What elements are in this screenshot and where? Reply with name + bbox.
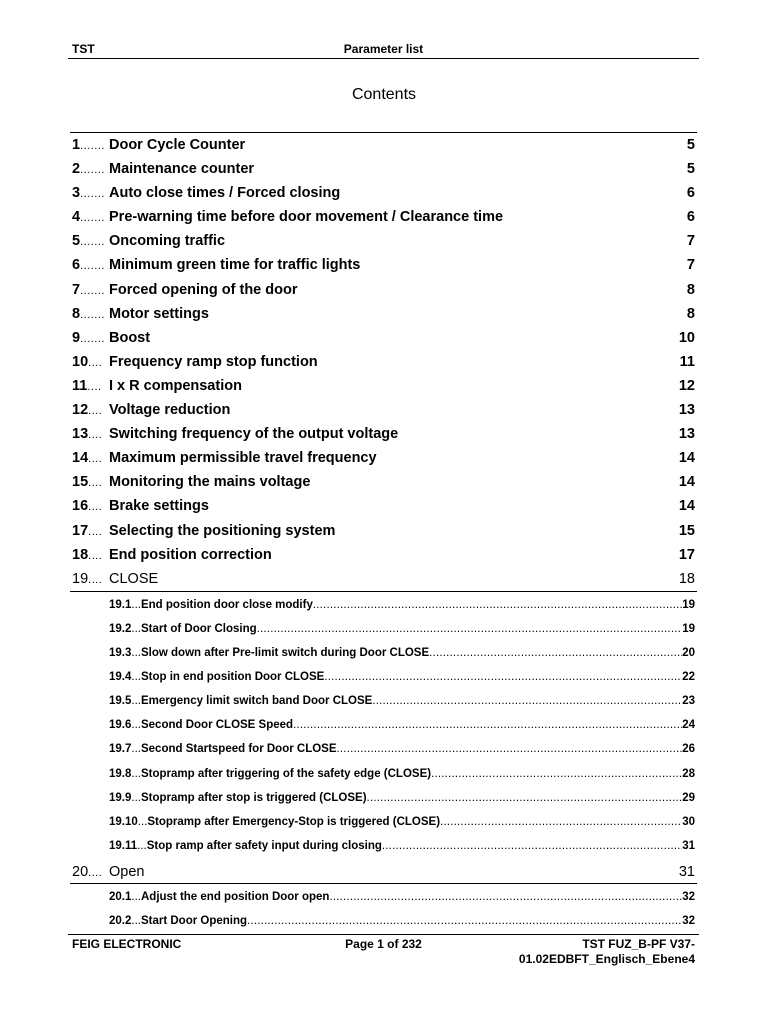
toc-entry-number: 11 <box>72 377 88 394</box>
toc-subentry-dots: ... <box>131 622 141 635</box>
toc-entry-number-group <box>72 422 102 447</box>
toc-subentry-leader <box>257 617 683 641</box>
toc-entry-number: 10 <box>72 353 89 370</box>
toc-entry[interactable] <box>72 157 695 181</box>
toc-entry-dots: .... <box>88 405 103 418</box>
toc-entry-number: 4 <box>72 209 81 226</box>
toc-subentry-page: 20 <box>682 647 695 660</box>
toc-subentry-number: 19.4 <box>109 671 132 684</box>
toc-entry-number-group <box>72 278 105 303</box>
toc-section-20 <box>72 860 695 884</box>
toc-entry[interactable] <box>72 253 695 277</box>
toc-subentry[interactable] <box>109 909 695 933</box>
toc-entry-title: Voltage reduction <box>109 402 231 419</box>
toc-subentry-number: 20.2 <box>109 915 132 928</box>
toc-entry-page: 5 <box>686 161 695 178</box>
toc-entry-dots: .... <box>88 453 103 466</box>
toc-subentry-number: 19.2 <box>109 622 132 635</box>
footer-doc-line-1: TST FUZ_B-PF V37- <box>582 937 695 951</box>
footer-company: FEIG ELECTRONIC <box>72 937 182 951</box>
toc-entry-page: 18 <box>678 570 695 587</box>
toc-entry-title: Forced opening of the door <box>109 281 298 298</box>
toc-entry-number: 16 <box>72 498 89 515</box>
toc-subentry-dots: ... <box>131 695 141 708</box>
toc-subentry-leader <box>429 641 682 665</box>
toc-entry-number-group <box>72 519 102 544</box>
toc-subentry[interactable] <box>109 641 695 665</box>
toc-subentry-page: 29 <box>682 791 695 804</box>
toc-entry-number: 15 <box>72 474 89 491</box>
toc-entry-page: 8 <box>686 305 695 322</box>
toc-entry-title: Open <box>109 864 145 880</box>
toc-entry-number-group <box>72 374 102 399</box>
toc-entry-page: 15 <box>678 522 695 539</box>
toc-entry-dots: .... <box>88 429 103 442</box>
toc-entry-page: 31 <box>678 864 695 880</box>
toc-subentry-title: Second Startspeed for Door CLOSE <box>140 743 337 756</box>
toc-subentry-title: Stop in end position Door CLOSE <box>140 671 325 684</box>
toc-subentry-title: End position door close modify <box>140 598 313 611</box>
toc-entry[interactable] <box>72 543 695 567</box>
toc-entry[interactable] <box>72 374 695 398</box>
toc-entry-title: Maintenance counter <box>109 161 255 178</box>
toc-subentry[interactable] <box>109 834 695 858</box>
toc-entry-number: 19 <box>72 570 89 587</box>
toc-entry[interactable] <box>72 181 695 205</box>
toc-entry-number: 1 <box>72 137 81 153</box>
toc-subentry-number: 19.11 <box>109 839 138 852</box>
toc-entry-dots: .... <box>87 380 102 393</box>
toc-subentry-leader <box>337 737 683 761</box>
toc-entry[interactable] <box>72 470 695 494</box>
toc-subentry-page: 32 <box>682 915 695 928</box>
toc-subentry-number: 19.8 <box>109 767 132 780</box>
toc-entry-dots: ....... <box>80 164 105 177</box>
toc-entry-number: 2 <box>72 161 81 178</box>
toc-subentry-dots: ... <box>131 915 141 928</box>
toc-entry-title: Auto close times / Forced closing <box>109 185 341 202</box>
toc-entry-number-group <box>72 205 105 230</box>
toc-entry-dots: ....... <box>80 260 105 273</box>
toc-subentry[interactable] <box>109 737 695 761</box>
toc-entry-number: 5 <box>72 233 81 250</box>
toc-subentry-page: 31 <box>682 839 695 852</box>
toc-entry-title: Door Cycle Counter <box>109 137 246 153</box>
toc-entry-title: Minimum green time for traffic lights <box>109 257 361 274</box>
toc-entry[interactable] <box>72 133 695 157</box>
toc-entry-title: Oncoming traffic <box>109 233 226 250</box>
toc-entry-title: Pre-warning time before door movement / Clearance time <box>109 209 504 226</box>
toc-subentry-leader <box>382 834 682 858</box>
toc-subentry-page: 28 <box>682 767 695 780</box>
toc-subentry-title: Start Door Opening <box>140 915 248 928</box>
toc-entry-page: 12 <box>678 377 695 394</box>
toc-subentry-number: 19.3 <box>109 647 132 660</box>
toc-entry[interactable] <box>72 302 695 326</box>
toc-entry-page: 5 <box>686 137 695 153</box>
toc-subentry-page: 23 <box>682 695 695 708</box>
toc-entry-title: CLOSE <box>109 570 159 587</box>
toc-entry-number: 8 <box>72 305 81 322</box>
toc-entry-title: Monitoring the mains voltage <box>109 474 311 491</box>
toc-subentry-dots: ... <box>131 891 141 903</box>
toc-subentry-title: Stopramp after stop is triggered (CLOSE) <box>140 791 367 804</box>
toc-entry-number-group <box>72 350 102 375</box>
toc-subentry[interactable] <box>109 689 695 713</box>
toc-subentry-page: 24 <box>682 719 695 732</box>
toc-entry-number-group <box>72 253 105 278</box>
toc-entry-title: Motor settings <box>109 305 209 322</box>
toc-subentry-title: Emergency limit switch band Door CLOSE <box>140 695 373 708</box>
toc-entry-page: 17 <box>678 546 695 563</box>
toc-entry-dots: .... <box>88 573 103 586</box>
toc-entry-number: 18 <box>72 546 89 563</box>
toc-entry-dots: ....... <box>80 236 105 249</box>
toc-entry[interactable] <box>72 398 695 422</box>
toc-subentry-leader <box>367 786 683 810</box>
footer-divider <box>68 934 699 935</box>
toc-subentry-leader <box>372 689 682 713</box>
toc-subentry-leader <box>313 593 682 617</box>
toc-entry[interactable] <box>72 446 695 470</box>
toc-entry-title: Frequency ramp stop function <box>109 353 318 370</box>
toc-entry-number: 20 <box>72 864 89 880</box>
toc-entry-title: End position correction <box>109 546 272 563</box>
toc-entry-page: 8 <box>686 281 695 298</box>
toc-entry-dots: ....... <box>80 140 105 152</box>
toc-entry-page: 14 <box>678 498 695 515</box>
toc-entry-dots: ....... <box>80 212 105 225</box>
toc-entry-page: 7 <box>686 257 695 274</box>
toc-entry-number-group <box>72 302 105 327</box>
toc-entry-page: 6 <box>686 209 695 226</box>
toc-subentry[interactable] <box>109 617 695 641</box>
toc-entry-dots: .... <box>88 525 103 538</box>
toc-entry-number: 17 <box>72 522 89 539</box>
toc-entry-page: 13 <box>678 426 695 443</box>
toc-entry[interactable] <box>72 519 695 543</box>
toc-entry-number-group <box>72 398 102 423</box>
divider <box>70 591 697 592</box>
toc-entry-dots: .... <box>88 501 103 514</box>
toc-subentry-dots: ... <box>131 647 141 660</box>
toc-subentry-dots: ... <box>137 815 148 828</box>
toc-subentry-leader <box>324 665 682 689</box>
toc-entry-number: 13 <box>72 426 89 443</box>
toc-entry-number-group <box>72 181 105 206</box>
toc-entry-number: 14 <box>72 450 89 467</box>
header-title: Parameter list <box>343 42 424 56</box>
toc-entry-dots: .... <box>88 477 103 490</box>
toc-subentry-number: 19.6 <box>109 719 132 732</box>
toc-entry-number-group <box>72 543 102 568</box>
toc-entry-number-group <box>72 470 102 495</box>
toc-subentry-number: 19.7 <box>109 743 132 756</box>
toc-entry[interactable] <box>72 350 695 374</box>
toc-sub-list-19 <box>109 593 695 858</box>
toc-entry-title: Maximum permissible travel frequency <box>109 450 377 467</box>
toc-subentry-page: 19 <box>682 598 695 611</box>
toc-subentry[interactable] <box>109 593 695 617</box>
toc-entry[interactable] <box>72 494 695 518</box>
toc-entry-dots: ....... <box>80 332 105 345</box>
toc-subentry-title: Start of Door Closing <box>140 622 257 635</box>
toc-entry-page: 6 <box>686 185 695 202</box>
toc-entry-dots: ....... <box>80 308 105 321</box>
toc-entry-page: 11 <box>679 353 695 370</box>
toc-entry-number: 12 <box>72 402 89 419</box>
toc-subentry-page: 19 <box>682 622 695 635</box>
toc-entry-page: 10 <box>678 329 695 346</box>
toc-entry-title: Boost <box>109 329 151 346</box>
toc-subentry-dots: ... <box>131 743 141 756</box>
toc-entry-dots: ....... <box>80 188 105 201</box>
toc-subentry-dots: ... <box>131 671 141 684</box>
toc-entry-number: 3 <box>72 185 81 202</box>
toc-entry-number-group <box>72 446 102 471</box>
toc-subentry-dots: ... <box>131 719 141 732</box>
toc-entry-dots: .... <box>88 356 103 369</box>
page-header <box>68 42 699 59</box>
toc-entry-number-group <box>72 567 102 592</box>
toc-entry[interactable] <box>72 278 695 302</box>
toc-entry-number-group <box>72 494 102 519</box>
toc-subentry-leader <box>293 713 682 737</box>
toc-subentry-page: 26 <box>682 743 695 756</box>
toc-subentry[interactable] <box>109 762 695 786</box>
toc-subentry-leader <box>431 762 682 786</box>
toc-entry-number-group <box>72 157 105 182</box>
toc-entry-dots: .... <box>88 867 103 879</box>
toc-subentry[interactable] <box>109 713 695 737</box>
toc-subentry-title: Stopramp after Emergency-Stop is triggered (CLOSE) <box>147 815 441 828</box>
toc-entry-page: 14 <box>678 450 695 467</box>
toc-subentry-number: 20.1 <box>109 891 132 903</box>
toc-subentry-dots: ... <box>131 598 141 611</box>
toc-entry-number: 9 <box>72 329 81 346</box>
toc-subentry-dots: ... <box>137 839 147 852</box>
toc-entry-title: I x R compensation <box>109 377 242 394</box>
toc-subentry-leader <box>329 885 682 909</box>
toc-sub-list-20 <box>109 885 695 933</box>
toc-subentry-leader <box>247 909 682 933</box>
toc-entry-dots: ....... <box>80 284 105 297</box>
toc-subentry-dots: ... <box>131 767 141 780</box>
toc-entry[interactable] <box>72 860 695 884</box>
toc-entry[interactable] <box>72 229 695 253</box>
toc-subentry[interactable] <box>109 665 695 689</box>
toc-entry[interactable] <box>72 422 695 446</box>
toc-subentry[interactable] <box>109 810 695 834</box>
page-title: Contents <box>351 86 417 103</box>
toc-subentry[interactable] <box>109 885 695 909</box>
footer-doc-line-2: 01.02EDBFT_Englisch_Ebene4 <box>518 952 695 966</box>
toc-subentry-number: 19.1 <box>109 598 132 611</box>
toc-entry-dots: .... <box>88 549 103 562</box>
toc-entry-number-group <box>72 229 105 254</box>
toc-subentry-title: Slow down after Pre-limit switch during Door CLOSE <box>140 647 430 660</box>
footer-document-id <box>519 937 695 967</box>
toc-entry[interactable] <box>72 326 695 350</box>
toc-subentry-page: 22 <box>682 671 695 684</box>
footer-page-number: Page 1 of 232 <box>345 937 422 951</box>
toc-subentry-number: 19.9 <box>109 791 132 804</box>
toc-entry-number: 6 <box>72 257 81 274</box>
header-left: TST <box>72 42 95 56</box>
toc-entry-title: Selecting the positioning system <box>109 522 336 539</box>
toc-subentry-number: 19.10 <box>109 815 138 828</box>
toc-main-list <box>72 133 695 591</box>
toc-subentry-title: Second Door CLOSE Speed <box>140 719 294 732</box>
toc-entry-page: 7 <box>686 233 695 250</box>
toc-subentry-dots: ... <box>131 791 141 804</box>
toc-entry[interactable] <box>72 205 695 229</box>
toc-subentry-title: Stopramp after triggering of the safety edge (CLOSE) <box>140 767 432 780</box>
toc-entry-number-group <box>72 326 105 351</box>
toc-entry-number-group <box>72 133 105 158</box>
toc-entry-title: Brake settings <box>109 498 209 515</box>
toc-entry[interactable] <box>72 567 695 591</box>
toc-subentry[interactable] <box>109 786 695 810</box>
divider <box>70 883 697 884</box>
toc-subentry-page: 30 <box>682 815 695 828</box>
toc-entry-page: 14 <box>678 474 695 491</box>
toc-subentry-leader <box>440 810 682 834</box>
toc-entry-title: Switching frequency of the output voltage <box>109 426 399 443</box>
toc-entry-page: 13 <box>678 402 695 419</box>
toc-entry-number: 7 <box>72 281 81 298</box>
toc-subentry-title: Stop ramp after safety input during closing <box>146 839 382 852</box>
toc-subentry-page: 32 <box>682 891 695 903</box>
toc-subentry-number: 19.5 <box>109 695 132 708</box>
toc-subentry-title: Adjust the end position Door open <box>140 891 330 903</box>
